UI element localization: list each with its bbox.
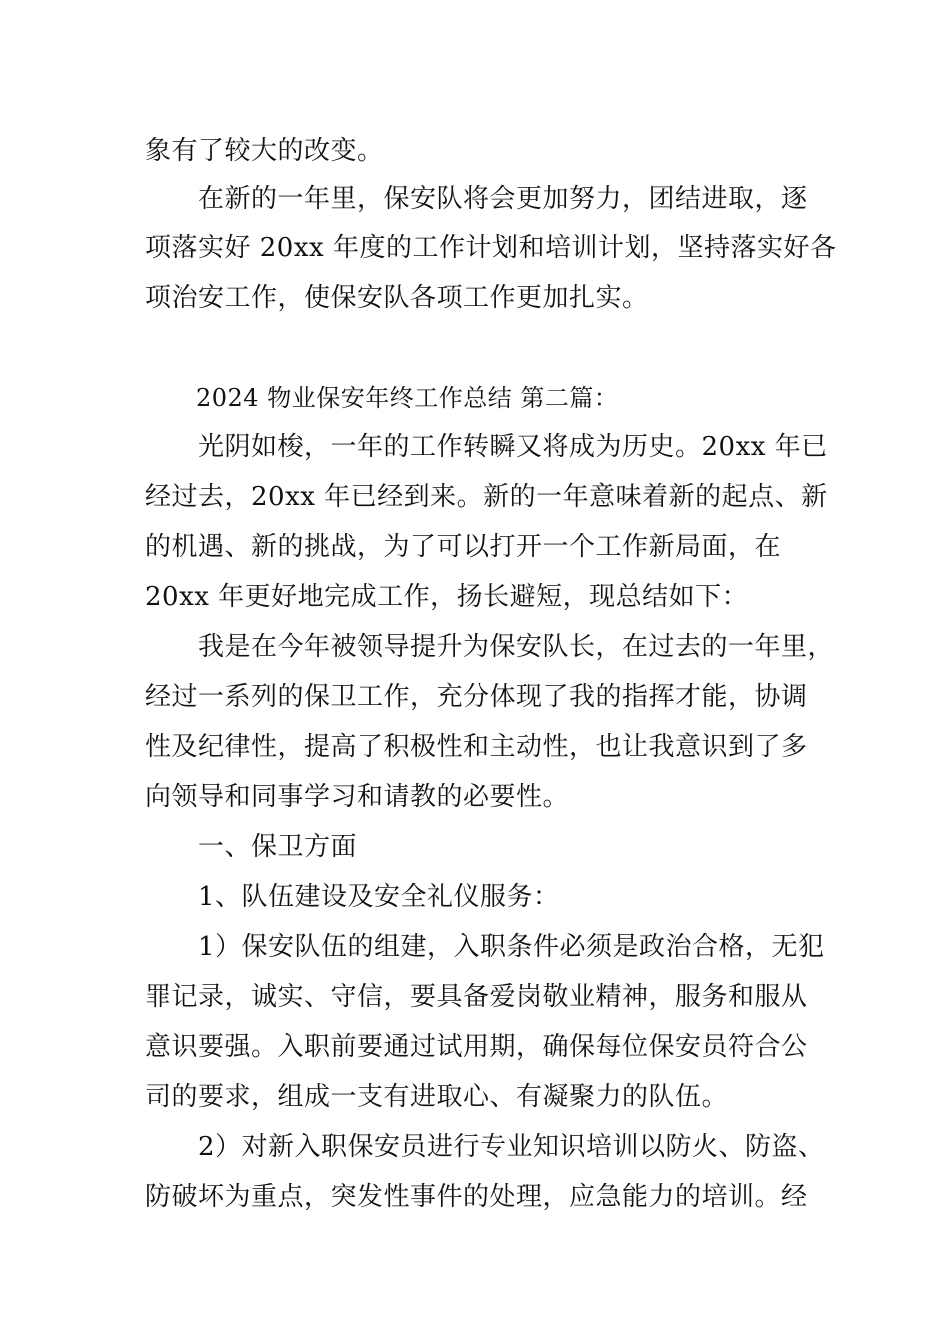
paragraph-line: 我是在今年被领导提升为保安队长，在过去的一年里，: [198, 632, 835, 662]
text-line: 经过一系列的保卫工作，充分体现了我的指挥才能，协调: [145, 682, 808, 712]
text-line: 司的要求，组成一支有进取心、有凝聚力的队伍。: [145, 1082, 729, 1112]
paragraph-line: 1）保安队伍的组建，入职条件必须是政治合格，无犯: [198, 932, 825, 962]
section-subheading: 一、保卫方面: [198, 832, 358, 862]
section-subheading: 1、队伍建设及安全礼仪服务：: [198, 882, 560, 912]
paragraph-line: 光阴如梭，一年的工作转瞬又将成为历史。20xx 年已: [198, 432, 828, 462]
text-line: 性及纪律性，提高了积极性和主动性，也让我意识到了多: [145, 732, 808, 762]
text-line: 象有了较大的改变。: [145, 136, 384, 166]
text-line: 防破坏为重点，突发性事件的处理，应急能力的培训。经: [145, 1182, 808, 1212]
text-line: 罪记录，诚实、守信，要具备爱岗敬业精神，服务和服从: [145, 982, 808, 1012]
text-line: 项落实好 20xx 年度的工作计划和培训计划，坚持落实好各: [145, 233, 837, 263]
section-heading: 2024 物业保安年终工作总结 第二篇：: [196, 384, 619, 412]
text-line: 的机遇、新的挑战，为了可以打开一个工作新局面，在: [145, 532, 782, 562]
paragraph-line: 在新的一年里，保安队将会更加努力，团结进取，逐: [198, 184, 808, 214]
text-line: 向领导和同事学习和请教的必要性。: [145, 782, 570, 812]
text-line: 项治安工作，使保安队各项工作更加扎实。: [145, 283, 649, 313]
text-line: 意识要强。入职前要通过试用期，确保每位保安员符合公: [145, 1032, 808, 1062]
text-line: 经过去，20xx 年已经到来。新的一年意味着新的起点、新: [145, 482, 828, 512]
text-line: 20xx 年更好地完成工作，扬长避短，现总结如下：: [145, 582, 749, 612]
paragraph-line: 2）对新入职保安员进行专业知识培训以防火、防盗、: [198, 1132, 825, 1162]
